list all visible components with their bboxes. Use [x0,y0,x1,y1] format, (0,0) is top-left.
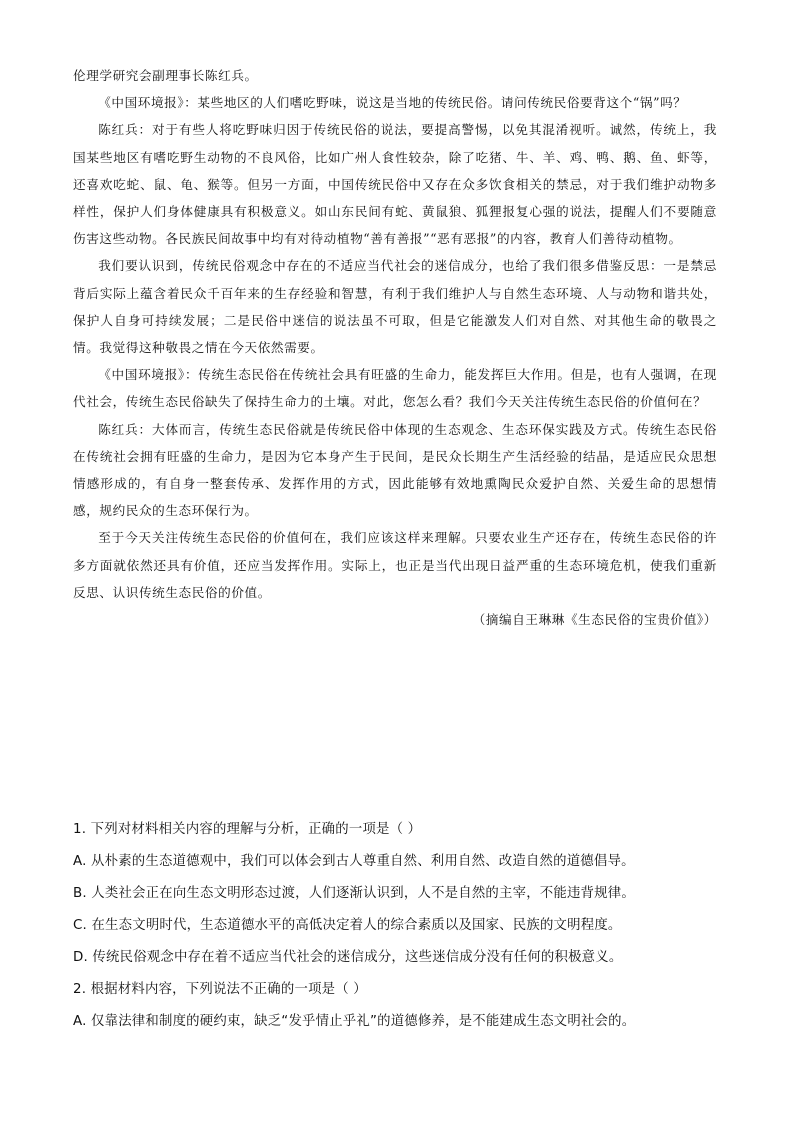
passage-paragraph: 至于今天关注传统生态民俗的价值何在，我们应该这样来理解。只要农业生产还存在，传统生态民俗的许多方面就依然还具有价值，还应当发挥作用。实际上，也正是当代出现日益严重的生态环境危机，使我们重新反思、认识传统生态民俗的价值。 [73,530,717,600]
passage-paragraph: 我们要认识到，传统民俗观念中存在的不适应当代社会的迷信成分，也给了我们很多借鉴反思：一是禁忌背后实际上蕴含着民众千百年来的生存经验和智慧，有利于我们维护人与自然生态环境、人与动物和谐共处，保护人自身可持续发展；二是民俗中迷信的说法虽不可取，但是它能激发人们对自然、对其他生命的敬畏之情。我觉得这种敬畏之情在今天依然需要。 [73,258,717,356]
passage-paragraph: 《中国环境报》：传统生态民俗在传统社会具有旺盛的生命力，能发挥巨大作用。但是，也有人强调，在现代社会，传统生态民俗缺失了保持生命力的土壤。对此，您怎么看？我们今天关注传统生态民俗的价值何在？ [73,367,717,410]
question-stem: 2. 根据材料内容，下列说法不正确的一项是（ ） [73,982,367,997]
passage-paragraph: 伦理学研究会副理事长陈红兵。 [73,68,258,83]
reading-passage [73,62,717,633]
passage-paragraph: 陈红兵：大体而言，传统生态民俗就是传统民俗中体现的生态观念、生态环保实践及方式。传统生态民俗在传统社会拥有旺盛的生命力，是因为它本身产生于民间，是民众长期生产生活经验的结晶，是适应民众思想情感形成的，有自身一整套传承、发挥作用的方式，因此能够有效地熏陶民众爱护自然、关爱生命的思想情感，规约民众的生态环保行为。 [73,421,717,519]
question-stem: 1. 下列对材料相关内容的理解与分析，正确的一项是（ ） [73,822,422,837]
passage-source: （摘编自王琳琳《生态民俗的宝贵价值》） [472,612,717,628]
passage-paragraph: 《中国环境报》：某些地区的人们嗜吃野味，说这是当地的传统民俗。请问传统民俗要背这个“锅”吗？ [98,95,687,111]
answer-option: A. 仅靠法律和制度的硬约束，缺乏“发乎情止乎礼”的道德修养，是不能建成生态文明社会的。 [73,1014,636,1029]
question-section [73,814,733,1038]
answer-option: B. 人类社会正在向生态文明形态过渡，人们逐渐认识到，人不是自然的主宰，不能违背规律。 [73,886,635,901]
passage-paragraph: 陈红兵：对于有些人将吃野味归因于传统民俗的说法，要提高警惕，以免其混淆视听。诚然，传统上，我国某些地区有嗜吃野生动物的不良风俗，比如广州人食性较杂，除了吃猪、牛、羊、鸡、鸭、鹅、鱼、虾等，还喜欢吃蛇、鼠、龟、猴等。但另一方面，中国传统民俗中又存在众多饮食相关的禁忌，对于我们维护动物多样性，保护人们身体健康具有积极意义。如山东民间有蛇、黄鼠狼、狐狸报复心强的说法，提醒人们不要随意伤害这些动物。各民族民间故事中均有对待动植物“善有善报”“恶有恶报”的内容，教育人们善待动植物。 [73,122,717,247]
answer-option: A. 从朴素的生态道德观中，我们可以体会到古人尊重自然、利用自然、改造自然的道德倡导。 [73,854,635,869]
answer-option: C. 在生态文明时代，生态道德水平的高低决定着人的综合素质以及国家、民族的文明程度。 [73,918,622,933]
answer-option: D. 传统民俗观念中存在着不适应当代社会的迷信成分，这些迷信成分没有任何的积极意义。 [73,950,623,965]
